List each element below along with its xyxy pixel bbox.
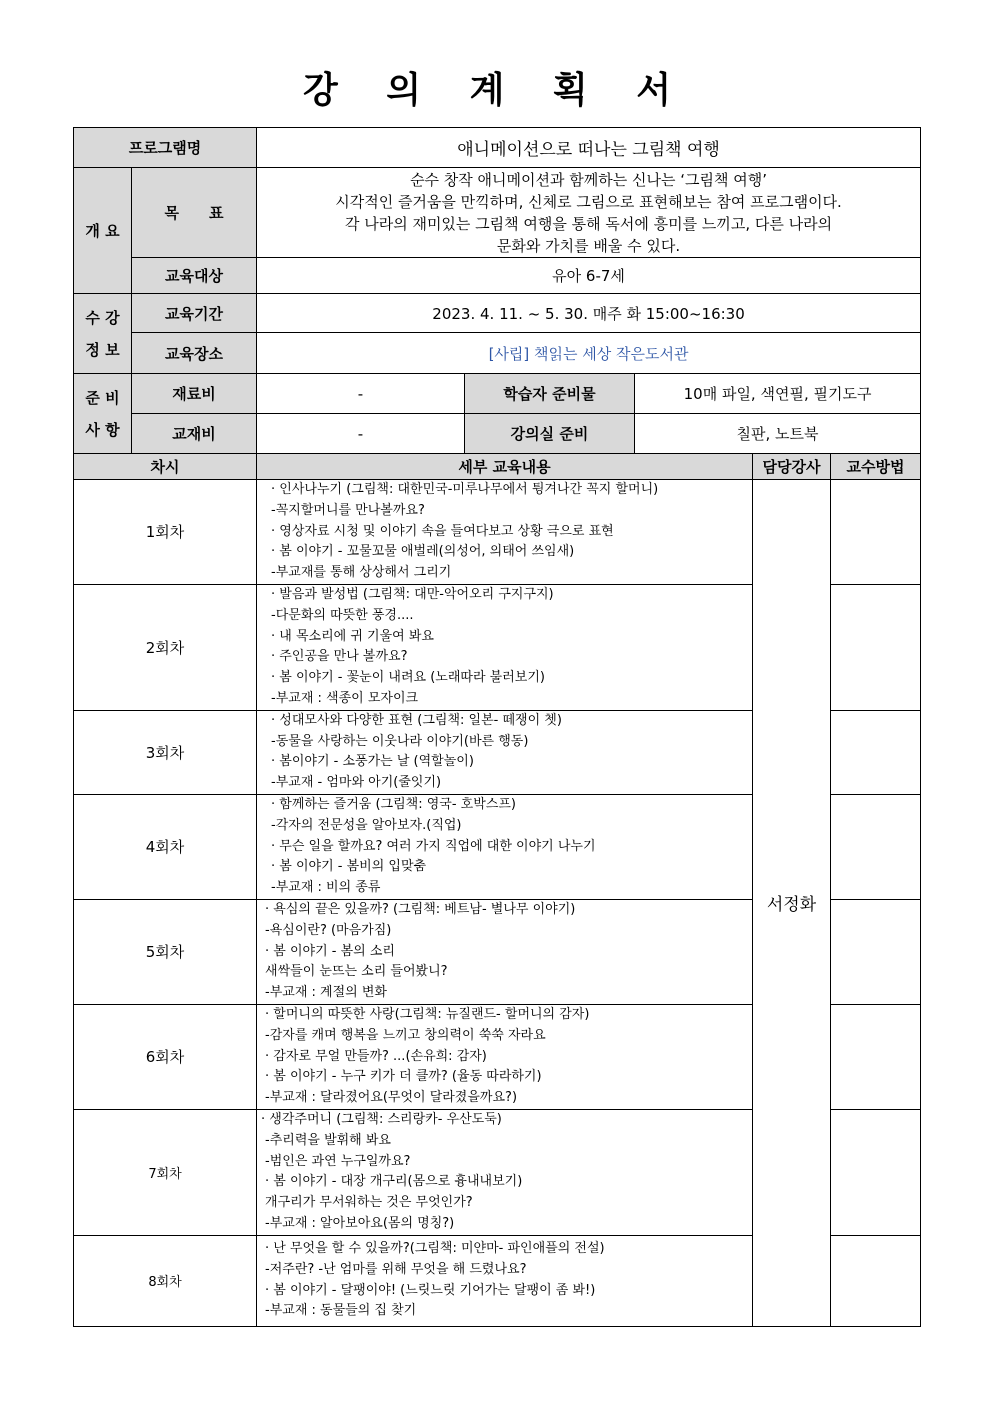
course-info-label-line: 정 보: [85, 340, 120, 359]
content-line: · 욕심의 끝은 있을까? (그림책: 베트남- 별나무 이야기): [265, 901, 576, 917]
learner-prep-label: 학습자 준비물: [465, 374, 635, 414]
content-line: · 발음과 발성법 (그림책: 대만-악어오리 구지구지): [271, 586, 554, 602]
session-content: [257, 1004, 753, 1109]
content-line: · 내 목소리에 귀 기울여 봐요: [271, 628, 434, 644]
prep-label: [74, 374, 132, 454]
content-line: -부교재 - 엄마와 아기(줄잇기): [271, 775, 442, 791]
goal-line: 문화와 가치를 배울 수 있다.: [496, 236, 681, 255]
material-fee-value: -: [257, 374, 465, 414]
content-line: · 인사나누기 (그림책: 대한민국-미루나무에서 튕겨나간 꼭지 할머니): [271, 482, 659, 497]
method-cell: [831, 794, 921, 899]
session-header: 차시: [74, 454, 257, 480]
content-line: -부교재 : 색종이 모자이크: [271, 690, 419, 706]
course-info-label: [74, 294, 132, 374]
content-line: -욕심이란? (마음가짐): [265, 922, 392, 938]
content-line: · 할머니의 따뜻한 사랑(그림책: 뉴질랜드- 할머니의 감자): [265, 1006, 590, 1022]
content-line: · 봄 이야기 - 봄의 소리: [265, 943, 395, 959]
method-cell: [831, 1235, 921, 1326]
session-label: 5회차: [74, 899, 257, 1004]
session-content: [257, 794, 753, 899]
session-label: 1회차: [74, 480, 257, 585]
session-content: [257, 584, 753, 710]
session-label: 4회차: [74, 794, 257, 899]
content-line: · 봄 이야기 - 누구 키가 더 클까? (율동 따라하기): [265, 1069, 542, 1085]
textbook-fee-value: -: [257, 414, 465, 454]
content-line: · 함께하는 즐거움 (그림책: 영국- 호박스프): [271, 796, 516, 812]
method-cell: [831, 899, 921, 1004]
content-line: · 주인공을 만나 볼까요?: [271, 649, 408, 665]
textbook-fee-label: 교재비: [132, 414, 257, 454]
content-line: · 영상자료 시청 및 이야기 속을 들여다보고 상황 극으로 표현: [271, 523, 614, 539]
prep-label-line: 사 항: [85, 420, 120, 439]
content-line: 새싹들이 눈뜨는 소리 들어봤니?: [265, 964, 448, 980]
program-name-label: 프로그램명: [74, 128, 257, 168]
content-line: -부교재를 통해 상상해서 그리기: [271, 565, 452, 581]
content-line: -부교재 : 달라졌어요(무엇이 달라졌을까요?): [265, 1090, 518, 1106]
content-line: · 난 무엇을 할 수 있을까?(그림책: 미얀마- 파인애플의 전설): [265, 1241, 605, 1257]
room-prep-value: 칠판, 노트북: [635, 414, 921, 454]
content-line: -다문화의 따뜻한 풍경....: [271, 607, 414, 623]
place-label: 교육장소: [132, 333, 257, 374]
content-line: -꼭지할머니를 만나볼까요?: [271, 502, 425, 518]
content-line: -부교재 : 비의 종류: [271, 880, 381, 896]
instructor-header: 담당강사: [753, 454, 831, 480]
session-content: [257, 1109, 753, 1235]
period-label: 교육기간: [132, 294, 257, 333]
content-line: -동물을 사랑하는 이웃나라 이야기(바른 행동): [271, 733, 529, 749]
content-header: 세부 교육내용: [257, 454, 753, 480]
session-label: 6회차: [74, 1004, 257, 1109]
period-value: 2023. 4. 11. ~ 5. 30. 매주 화 15:00~16:30: [257, 294, 921, 333]
method-cell: [831, 1004, 921, 1109]
goal-label: 목 표: [132, 168, 257, 258]
method-cell: [831, 480, 921, 585]
course-info-label-line: 수 강: [85, 308, 120, 327]
session-label: 8회차: [74, 1235, 257, 1326]
instructor-name: 서정화: [753, 480, 831, 1327]
session-label: 2회차: [74, 584, 257, 710]
goal-line: 시각적인 즐거움을 만끽하며, 신체로 그림으로 표현해보는 참여 프로그램이다.: [335, 192, 842, 211]
content-line: -감자를 캐며 행복을 느끼고 창의력이 쑥쑥 자라요: [265, 1027, 546, 1043]
material-fee-label: 재료비: [132, 374, 257, 414]
method-cell: [831, 710, 921, 794]
session-label: 3회차: [74, 710, 257, 794]
program-name-value: 애니메이션으로 떠나는 그림책 여행: [257, 128, 921, 168]
session-content: [257, 710, 753, 794]
content-line: -부교재 : 계절의 변화: [265, 985, 387, 1001]
lecture-plan-table: [73, 127, 921, 1327]
session-content: [257, 480, 753, 585]
content-line: 개구리가 무서워하는 것은 무엇인가?: [265, 1195, 473, 1211]
goal-line: 각 나라의 재미있는 그림책 여행을 통해 독서에 흥미를 느끼고, 다른 나라의: [344, 214, 833, 233]
method-cell: [831, 584, 921, 710]
place-value: [사립] 책읽는 세상 작은도서관: [257, 333, 921, 374]
content-line: · 봄 이야기 - 달팽이야! (느릿느릿 기어가는 달팽이 좀 봐!): [265, 1282, 596, 1298]
session-label: 7회차: [74, 1109, 257, 1235]
content-line: -저주란? -난 엄마를 위해 무엇을 해 드렸나요?: [265, 1261, 527, 1277]
content-line: · 생각주머니 (그림책: 스리랑카- 우산도둑): [261, 1111, 502, 1127]
content-line: -각자의 전문성을 알아보자.(직업): [271, 817, 462, 833]
session-content: [257, 1235, 753, 1326]
goal-line: 순수 창작 애니메이션과 함께하는 신나는 ‘그림책 여행’: [410, 170, 767, 189]
goal-text: [257, 168, 921, 258]
content-line: · 봄 이야기 - 꼬물꼬물 애벌레(의성어, 의태어 쓰임새): [271, 544, 575, 560]
content-line: · 감자로 무얼 만들까? ...(손유희: 감자): [265, 1048, 487, 1064]
content-line: -범인은 과연 누구일까요?: [265, 1153, 411, 1169]
prep-label-line: 준 비: [85, 388, 120, 407]
content-line: -부교재 : 동물들의 집 찾기: [265, 1303, 417, 1319]
content-line: · 봄 이야기 - 봄비의 입맞춤: [271, 859, 427, 875]
target-label: 교육대상: [132, 258, 257, 294]
content-line: · 봄 이야기 - 대장 개구리(몸으로 흉내내보기): [265, 1174, 523, 1190]
target-value: 유아 6-7세: [257, 258, 921, 294]
content-line: · 성대모사와 다양한 표현 (그림책: 일본- 떼쟁이 쳇): [271, 712, 562, 728]
method-cell: [831, 1109, 921, 1235]
session-content: [257, 899, 753, 1004]
content-line: · 봄이야기 - 소풍가는 날 (역할놀이): [271, 754, 474, 770]
document-title: 강 의 계 획 서: [302, 70, 689, 111]
content-line: -추리력을 발휘해 봐요: [265, 1132, 391, 1148]
room-prep-label: 강의실 준비: [465, 414, 635, 454]
content-line: · 무슨 일을 할까요? 여러 가지 직업에 대한 이야기 나누기: [271, 838, 596, 854]
overview-label: 개 요: [74, 168, 132, 294]
learner-prep-value: 10매 파일, 색연필, 필기도구: [635, 374, 921, 414]
method-header: 교수방법: [831, 454, 921, 480]
content-line: · 봄 이야기 - 꽃눈이 내려요 (노래따라 불러보기): [271, 670, 545, 686]
content-line: -부교재 : 알아보아요(몸의 명칭?): [265, 1215, 455, 1231]
